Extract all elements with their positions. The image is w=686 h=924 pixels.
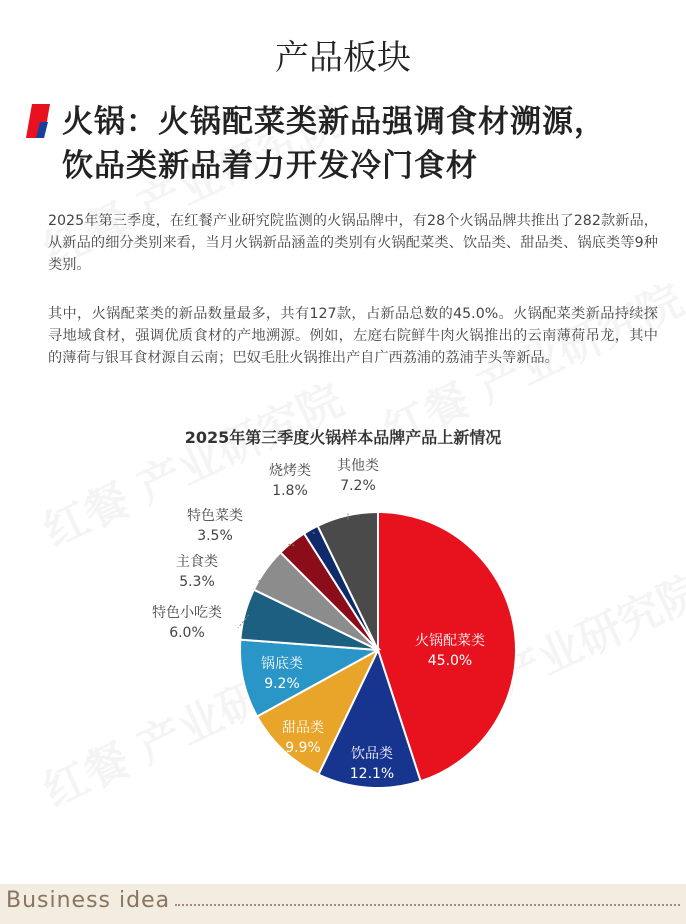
footer-divider [175, 904, 680, 906]
headline [62, 100, 662, 188]
slice-label-9: 其他类 [337, 458, 379, 474]
slice-value-1: 45.0% [427, 653, 473, 669]
paragraph-1: 2025年第三季度，在红餐产业研究院监测的火锅品牌中，有28个火锅品牌共推出了282款新品，从新品的细分类别来看，当月火锅新品涵盖的类别有火锅配菜类、饮品类、甜品类、锅底类等9种类别。 [48, 213, 658, 273]
slice-value-5: 6.0% [169, 625, 205, 641]
slice-value-9: 7.2% [340, 478, 376, 494]
slice-value-3: 9.9% [285, 740, 321, 756]
slice-label-6: 主食类 [176, 554, 218, 570]
paragraph-2: 其中，火锅配菜类的新品数量最多，共有127款，占新品总数的45.0%。火锅配菜类新品持续探寻地域食材，强调优质食材的产地溯源。例如，左庭右院鲜牛肉火锅推出的云南薄荷吊龙，其中的薄荷与银耳食材源自云南；巴奴毛肚火锅推出产自广西荔浦的荔浦芋头等新品。 [48, 306, 658, 366]
slice-label-3: 甜品类 [282, 720, 324, 736]
slice-label-4: 锅底类 [261, 656, 303, 672]
headline-line-2: 饮品类新品着力开发冷门食材 [62, 148, 478, 184]
slice-value-8: 1.8% [272, 483, 308, 499]
slice-label-8: 烧烤类 [269, 463, 311, 479]
page-title: 产品板块 [275, 38, 411, 78]
footer-text: Business idea [6, 888, 171, 913]
headline-line-1: 火锅：火锅配菜类新品强调食材溯源， [62, 104, 606, 140]
slice-value-4: 9.2% [264, 676, 300, 692]
slice-value-6: 5.3% [179, 574, 215, 590]
slice-value-7: 3.5% [197, 528, 233, 544]
slice-label-5: 特色小吃类 [152, 605, 222, 621]
slice-label-2: 饮品类 [351, 746, 393, 762]
headline-flag-icon [26, 104, 50, 138]
pie-chart [0, 440, 686, 860]
slice-label-7: 特色菜类 [187, 508, 243, 524]
chart-title: 2025年第三季度火锅样本品牌产品上新情况 [184, 428, 502, 447]
slice-label-1: 火锅配菜类 [415, 633, 485, 649]
slice-value-2: 12.1% [349, 766, 395, 782]
